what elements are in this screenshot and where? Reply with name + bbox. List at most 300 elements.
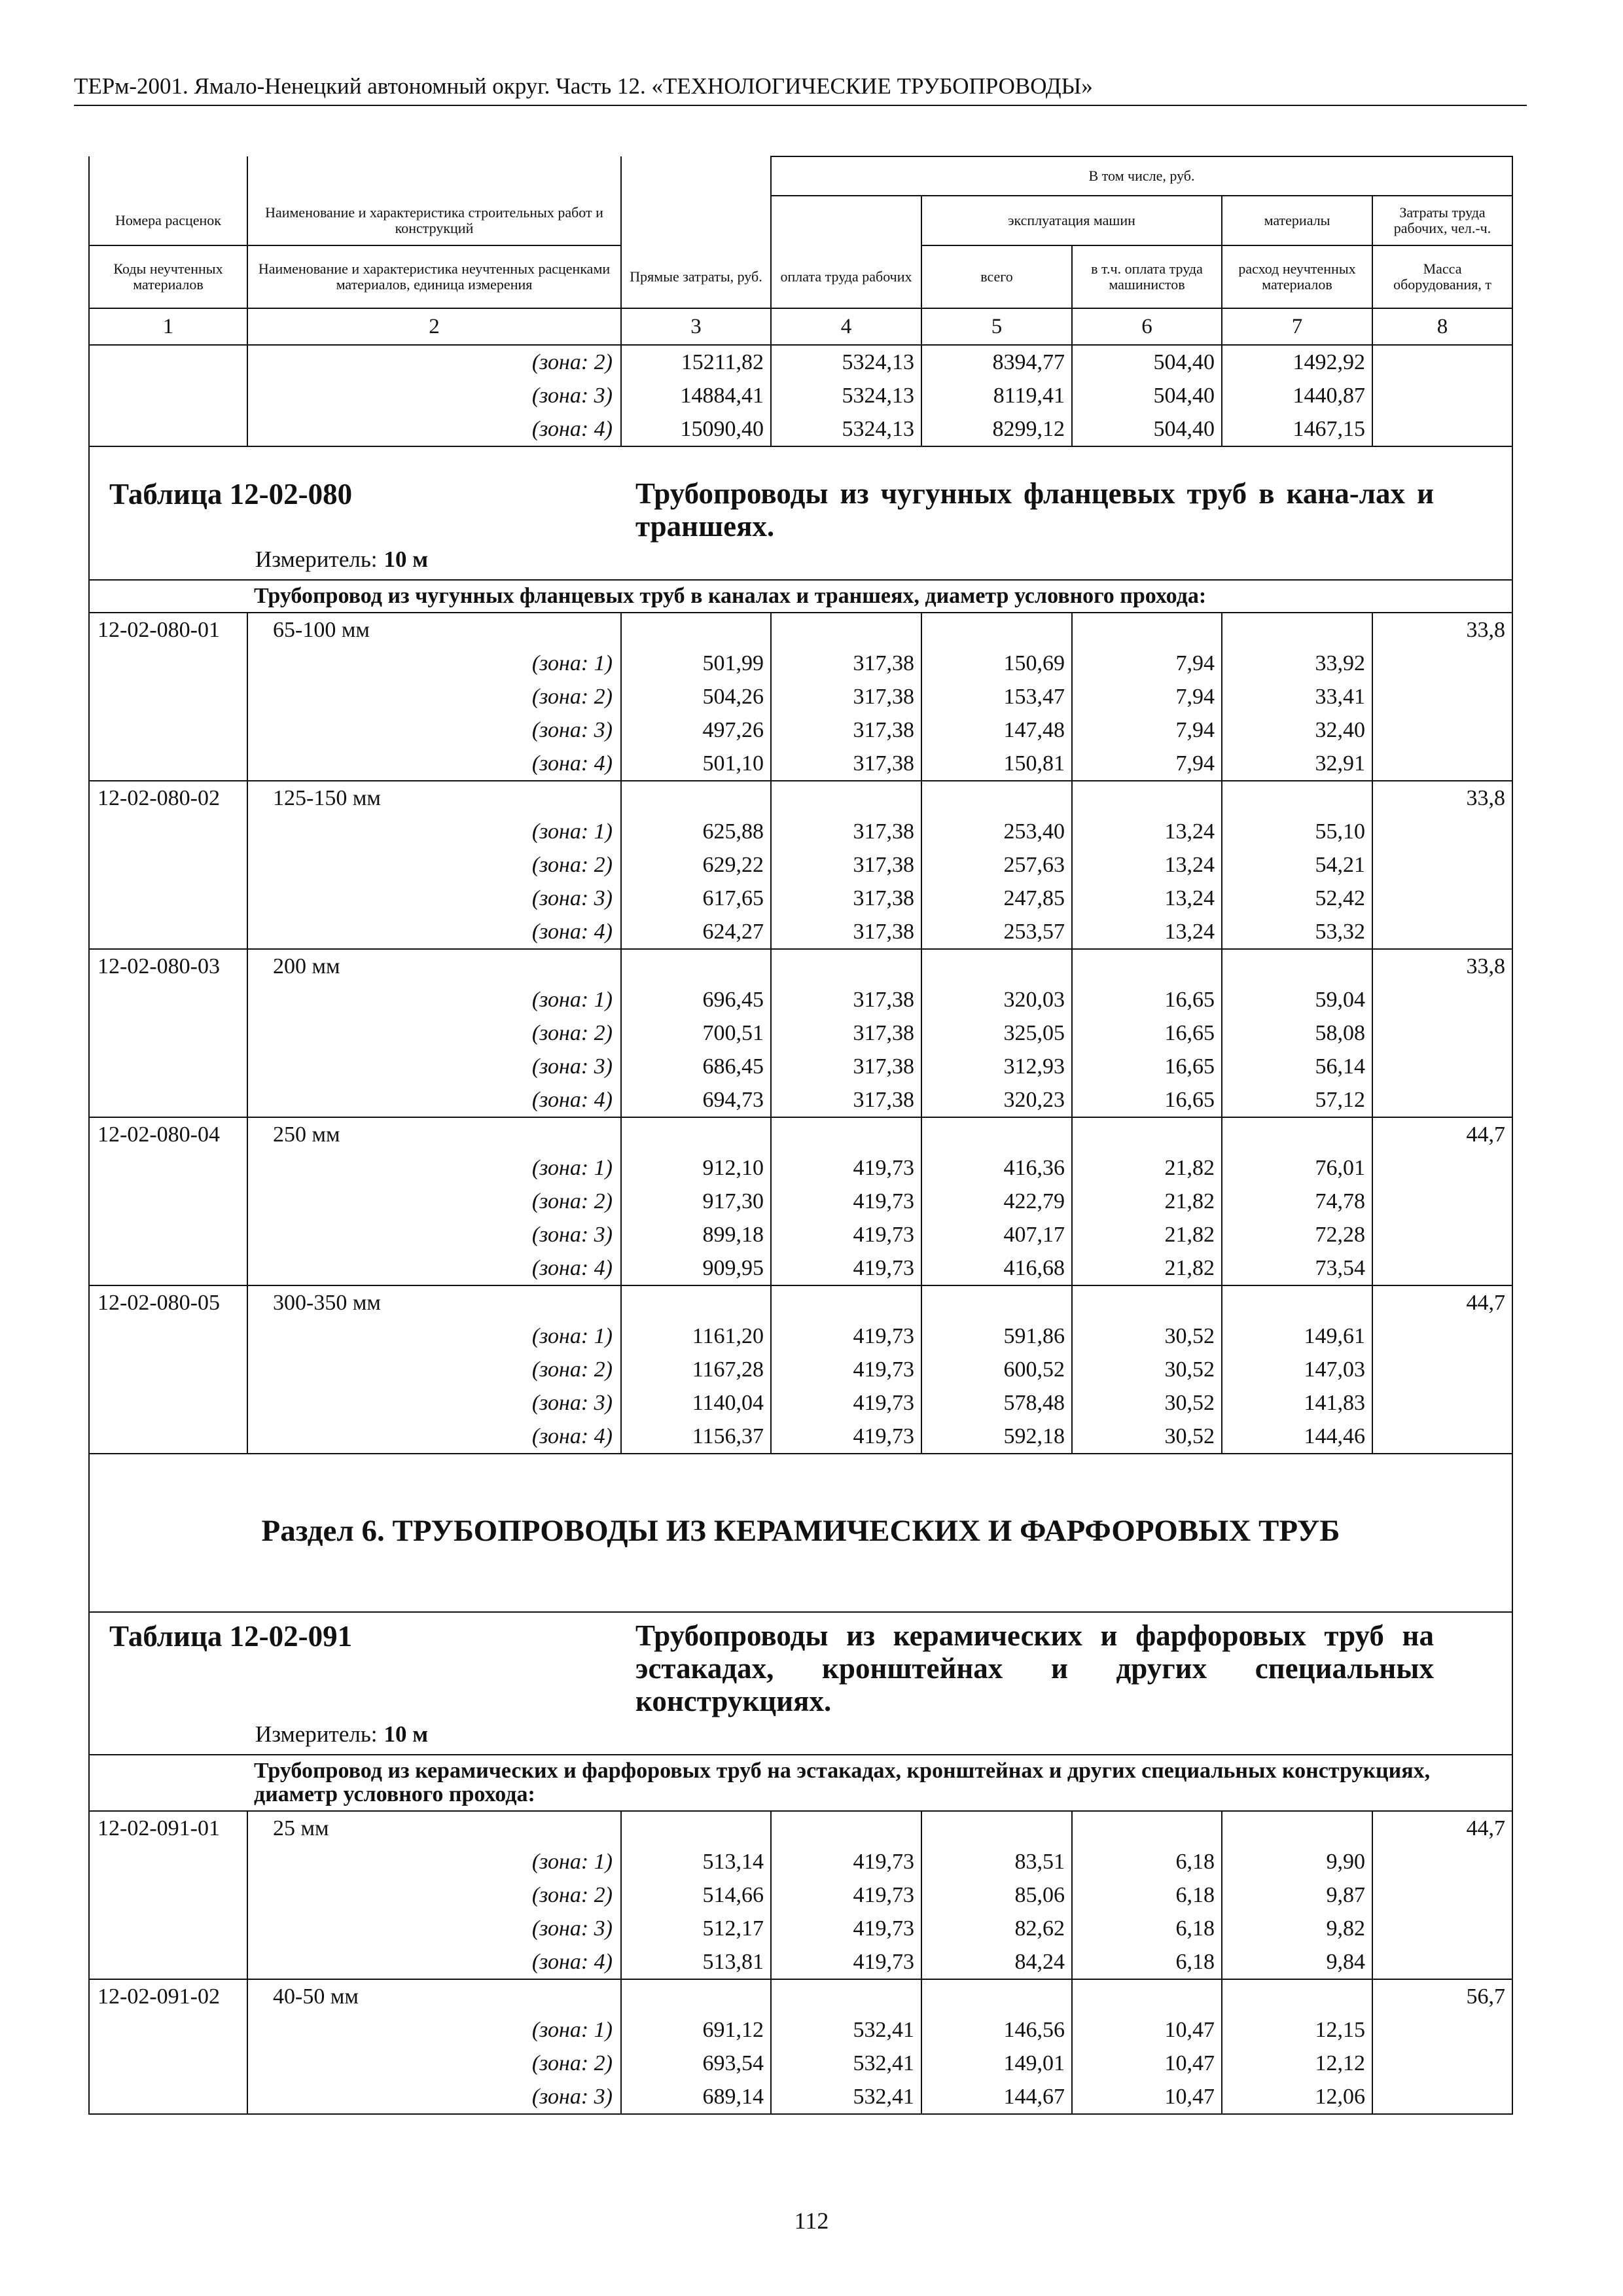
value-cell: 7,94 [1072,747,1222,781]
value-cell: 13,24 [1072,815,1222,848]
col-number: 5 [921,308,1072,345]
col-naimen-blank [247,156,621,196]
labor-value: 33,8 [1372,949,1512,983]
value-cell [621,781,771,815]
header-ekspl: эксплуатация машин [921,196,1222,245]
rate-code: 12-02-080-03 [89,949,247,983]
value-cell: 419,73 [771,1251,921,1285]
labor-cell [1372,882,1512,915]
labor-cell [1372,1845,1512,1878]
value-cell: 82,62 [921,1912,1072,1945]
value-cell: 591,86 [921,1319,1072,1353]
value-cell [771,1979,921,2013]
zone-label: (зона: 4) [247,1251,621,1285]
value-cell: 10,47 [1072,2013,1222,2047]
header-vtom: В том числе, руб. [771,156,1512,196]
value-cell: 317,38 [771,713,921,747]
rate-code-cell [89,1083,247,1117]
value-cell: 317,38 [771,983,921,1016]
value-cell: 6,18 [1072,1845,1222,1878]
table-row [89,1912,1512,1945]
rate-code-cell [89,1151,247,1185]
labor-cell [1372,1083,1512,1117]
value-cell: 578,48 [921,1386,1072,1420]
table-row [89,1251,1512,1285]
rate-code-cell [89,983,247,1016]
value-cell: 686,45 [621,1050,771,1083]
value-cell: 419,73 [771,1945,921,1979]
value-cell: 150,81 [921,747,1072,781]
value-cell: 909,95 [621,1251,771,1285]
value-cell: 422,79 [921,1185,1072,1218]
value-cell: 320,23 [921,1083,1072,1117]
table-row [89,1151,1512,1185]
zone-label: (зона: 3) [247,1218,621,1251]
value-cell: 21,82 [1072,1185,1222,1218]
section-heading [89,1454,1512,1612]
value-cell: 512,17 [621,1912,771,1945]
value-cell: 312,93 [921,1050,1072,1083]
value-cell: 504,40 [1072,345,1222,379]
labor-cell [1372,1319,1512,1353]
zone-label: (зона: 3) [247,1050,621,1083]
rate-code-cell [89,1912,247,1945]
value-cell: 30,52 [1072,1420,1222,1454]
col-number: 6 [1072,308,1222,345]
table-description-row [89,580,1512,613]
rate-code-cell [89,1319,247,1353]
rate-code-cell [89,713,247,747]
value-cell: 700,51 [621,1016,771,1050]
rate-item-row [89,613,1512,647]
header-naimen: Наименование и характеристика строительных работ и конструкций [247,196,621,245]
rate-item-row [89,1285,1512,1319]
value-cell: 30,52 [1072,1319,1222,1353]
rate-code-cell [89,1185,247,1218]
zone-label: (зона: 2) [247,848,621,882]
zone-label: (зона: 1) [247,2013,621,2047]
value-cell [921,781,1072,815]
zone-label: (зона: 2) [247,1016,621,1050]
value-cell: 497,26 [621,713,771,747]
col-number: 4 [771,308,921,345]
value-cell: 504,40 [1072,412,1222,446]
labor-cell [1372,1050,1512,1083]
zone-label: (зона: 2) [247,1185,621,1218]
diameter-label: 40-50 мм [247,1979,621,2013]
diameter-label: 65-100 мм [247,613,621,647]
table-row [89,915,1512,949]
value-cell: 317,38 [771,1083,921,1117]
measure-unit [255,547,428,573]
value-cell: 9,82 [1222,1912,1372,1945]
value-cell: 52,42 [1222,882,1372,915]
rates-table [88,156,1513,2115]
table-row [89,1083,1512,1117]
table-caption [89,446,1512,580]
value-cell [1222,949,1372,983]
value-cell: 6,18 [1072,1945,1222,1979]
rate-item-row [89,1117,1512,1151]
value-cell: 317,38 [771,747,921,781]
table-description: Трубопровод из чугунных фланцевых труб в каналах и траншеях, диаметр условного прохода: [247,580,1512,613]
table-row [89,713,1512,747]
value-cell: 14884,41 [621,379,771,412]
rate-item-row [89,781,1512,815]
rate-code-cell [89,1386,247,1420]
value-cell [921,1285,1072,1319]
value-cell: 13,24 [1072,915,1222,949]
value-cell [771,949,921,983]
labor-cell [1372,2047,1512,2080]
value-cell: 504,26 [621,680,771,713]
table-row [89,2047,1512,2080]
value-cell: 253,57 [921,915,1072,949]
value-cell: 7,94 [1072,713,1222,747]
value-cell: 9,84 [1222,1945,1372,1979]
rate-code: 12-02-091-01 [89,1811,247,1845]
labor-cell [1372,983,1512,1016]
zone-label: (зона: 1) [247,815,621,848]
value-cell: 7,94 [1072,680,1222,713]
value-cell: 32,91 [1222,747,1372,781]
header-rule [74,105,1527,106]
page-number: 112 [794,2208,829,2234]
table-label: Таблица 12-02-080 [109,478,353,511]
diameter-label: 300-350 мм [247,1285,621,1319]
section-row [89,1454,1512,1612]
value-cell: 419,73 [771,1353,921,1386]
table-row [89,379,1512,412]
table-row [89,2080,1512,2114]
value-cell [771,1811,921,1845]
header-kody: Коды неучтенных материалов [89,245,247,308]
value-cell: 32,40 [1222,713,1372,747]
labor-cell [1372,1353,1512,1386]
rate-code-cell [89,1050,247,1083]
value-cell: 1440,87 [1222,379,1372,412]
rate-code-cell [89,747,247,781]
value-cell: 76,01 [1222,1151,1372,1185]
labor-cell [1372,1016,1512,1050]
value-cell: 15090,40 [621,412,771,446]
value-cell: 917,30 [621,1185,771,1218]
value-cell [921,1979,1072,2013]
value-cell: 16,65 [1072,1083,1222,1117]
value-cell: 419,73 [771,1420,921,1454]
labor-cell [1372,747,1512,781]
value-cell [621,1285,771,1319]
rate-item-row [89,1979,1512,2013]
rate-code-cell [89,1420,247,1454]
value-cell: 149,01 [921,2047,1072,2080]
value-cell: 5324,13 [771,345,921,379]
value-cell [921,949,1072,983]
value-cell: 16,65 [1072,983,1222,1016]
value-cell: 33,92 [1222,647,1372,680]
zone-label: (зона: 4) [247,747,621,781]
labor-value: 56,7 [1372,1979,1512,2013]
labor-cell [1372,1251,1512,1285]
zone-label: (зона: 3) [247,713,621,747]
value-cell: 144,67 [921,2080,1072,2114]
zone-label: (зона: 2) [247,2047,621,2080]
rate-code-cell [89,1016,247,1050]
table-title: Трубопроводы из чугунных фланцевых труб в кана-лах и траншеях. [635,477,1434,543]
rate-code-cell [89,680,247,713]
value-cell: 141,83 [1222,1386,1372,1420]
value-cell: 10,47 [1072,2080,1222,2114]
value-cell: 54,21 [1222,848,1372,882]
rate-code-cell [89,2047,247,2080]
table-row [89,1353,1512,1386]
value-cell [1072,613,1222,647]
labor-cell [1372,1218,1512,1251]
zone-label: (зона: 4) [247,915,621,949]
table-row [89,1319,1512,1353]
value-cell: 504,40 [1072,379,1222,412]
value-cell: 12,15 [1222,2013,1372,2047]
col-oplata-blank [771,196,921,245]
value-cell: 1140,04 [621,1386,771,1420]
value-cell: 629,22 [621,848,771,882]
value-cell: 147,48 [921,713,1072,747]
header-vsego: всего [921,245,1072,308]
zone-label: (зона: 1) [247,1151,621,1185]
header-massa: Масса оборудования, т [1372,245,1512,308]
value-cell: 689,14 [621,2080,771,2114]
value-cell: 10,47 [1072,2047,1222,2080]
diameter-label: 250 мм [247,1117,621,1151]
rate-code-cell [89,2013,247,2047]
value-cell: 407,17 [921,1218,1072,1251]
value-cell: 317,38 [771,915,921,949]
col-pryamye-blank [621,156,771,196]
header-nomera: Номера расценок [89,196,247,245]
value-cell: 696,45 [621,983,771,1016]
value-cell [1072,1811,1222,1845]
labor-cell [1372,815,1512,848]
value-cell [921,1811,1072,1845]
value-cell: 21,82 [1072,1151,1222,1185]
labor-cell [1372,1945,1512,1979]
value-cell [621,1811,771,1845]
header-oplata: оплата труда рабочих [771,245,921,308]
labor-value: 33,8 [1372,781,1512,815]
value-cell: 419,73 [771,1151,921,1185]
rate-code: 12-02-080-01 [89,613,247,647]
table-description-row [89,1755,1512,1811]
diameter-label: 200 мм [247,949,621,983]
value-cell: 419,73 [771,1218,921,1251]
value-cell: 59,04 [1222,983,1372,1016]
table-row [89,2013,1512,2047]
value-cell: 5324,13 [771,379,921,412]
value-cell: 15211,82 [621,345,771,379]
value-cell: 9,90 [1222,1845,1372,1878]
labor-cell [1372,1912,1512,1945]
col-nomera-blank [89,156,247,196]
table-row [89,848,1512,882]
zone-label: (зона: 3) [247,379,621,412]
rate-code-cell [89,379,247,412]
table-label: Таблица 12-02-091 [109,1620,353,1653]
value-cell: 56,14 [1222,1050,1372,1083]
value-cell [1222,1285,1372,1319]
value-cell: 1467,15 [1222,412,1372,446]
labor-cell [1372,379,1512,412]
value-cell [921,1117,1072,1151]
value-cell: 513,14 [621,1845,771,1878]
value-cell: 8299,12 [921,412,1072,446]
zone-label: (зона: 2) [247,680,621,713]
zone-label: (зона: 4) [247,1945,621,1979]
header-naimen2: Наименование и характеристика неучтенных расценками материалов, единица измерения [247,245,621,308]
value-cell: 317,38 [771,647,921,680]
value-cell [771,1117,921,1151]
section-title: Раздел 6. ТРУБОПРОВОДЫ ИЗ КЕРАМИЧЕСКИХ И ФАРФОРОВЫХ ТРУБ [261,1514,1340,1548]
value-cell: 912,10 [621,1151,771,1185]
value-cell: 8394,77 [921,345,1072,379]
measure-value: 10 м [383,1721,429,1747]
value-cell [621,1117,771,1151]
rate-code-cell [89,1353,247,1386]
value-cell: 693,54 [621,2047,771,2080]
value-cell: 501,10 [621,747,771,781]
value-cell: 317,38 [771,882,921,915]
value-cell: 253,40 [921,815,1072,848]
table-caption [89,1612,1512,1755]
value-cell: 247,85 [921,882,1072,915]
table-caption-row [89,1612,1512,1755]
value-cell: 592,18 [921,1420,1072,1454]
value-cell: 85,06 [921,1878,1072,1912]
value-cell: 6,18 [1072,1878,1222,1912]
rate-code-cell [89,1945,247,1979]
table-row [89,1050,1512,1083]
value-cell: 1492,92 [1222,345,1372,379]
value-cell: 144,46 [1222,1420,1372,1454]
value-cell: 691,12 [621,2013,771,2047]
col-number: 8 [1372,308,1512,345]
labor-cell [1372,412,1512,446]
table-row [89,882,1512,915]
measure-label: Измеритель: [255,1721,378,1747]
header-pryamye: Прямые затраты, руб. [621,245,771,308]
rate-code-cell [89,647,247,680]
value-cell: 13,24 [1072,882,1222,915]
value-cell [1072,1285,1222,1319]
rate-code-cell [89,915,247,949]
table-row [89,815,1512,848]
rate-item-row [89,949,1512,983]
value-cell: 73,54 [1222,1251,1372,1285]
table-row [89,747,1512,781]
labor-value: 44,7 [1372,1811,1512,1845]
header-rashod: расход неучтенных материалов [1222,245,1372,308]
labor-cell [1372,345,1512,379]
labor-cell [1372,1386,1512,1420]
labor-cell [1372,2080,1512,2114]
zone-label: (зона: 4) [247,1420,621,1454]
value-cell: 84,24 [921,1945,1072,1979]
table-row [89,345,1512,379]
zone-label: (зона: 2) [247,1878,621,1912]
value-cell: 21,82 [1072,1251,1222,1285]
col-number: 2 [247,308,621,345]
value-cell [1222,1117,1372,1151]
zone-label: (зона: 1) [247,1845,621,1878]
value-cell [1072,781,1222,815]
value-cell: 600,52 [921,1353,1072,1386]
header-zatraty: Затраты труда рабочих, чел.-ч. [1372,196,1512,245]
value-cell: 150,69 [921,647,1072,680]
value-cell: 513,81 [621,1945,771,1979]
running-header: ТЕРм-2001. Ямало-Ненецкий автономный округ. Часть 12. «ТЕХНОЛОГИЧЕСКИЕ ТРУБОПРОВОДЫ» [74,73,1093,99]
value-cell: 532,41 [771,2047,921,2080]
value-cell: 419,73 [771,1386,921,1420]
value-cell: 617,65 [621,882,771,915]
value-cell: 419,73 [771,1845,921,1878]
desc-indent [89,580,247,613]
value-cell: 419,73 [771,1185,921,1218]
diameter-label: 25 мм [247,1811,621,1845]
value-cell: 16,65 [1072,1050,1222,1083]
value-cell: 72,28 [1222,1218,1372,1251]
rate-code: 12-02-091-02 [89,1979,247,2013]
zone-label: (зона: 1) [247,1319,621,1353]
zone-label: (зона: 1) [247,983,621,1016]
measure-label: Измеритель: [255,547,378,572]
value-cell [771,1285,921,1319]
value-cell [621,949,771,983]
rate-code-cell [89,345,247,379]
value-cell [771,613,921,647]
col-number: 7 [1222,308,1372,345]
value-cell: 899,18 [621,1218,771,1251]
value-cell: 419,73 [771,1319,921,1353]
value-cell: 317,38 [771,680,921,713]
labor-cell [1372,848,1512,882]
header-vtch: в т.ч. оплата труда машинистов [1072,245,1222,308]
value-cell: 317,38 [771,815,921,848]
zone-label: (зона: 3) [247,1912,621,1945]
value-cell: 58,08 [1222,1016,1372,1050]
labor-cell [1372,1420,1512,1454]
labor-cell [1372,713,1512,747]
value-cell: 5324,13 [771,412,921,446]
zone-label: (зона: 2) [247,1353,621,1386]
table-row [89,647,1512,680]
value-cell: 419,73 [771,1912,921,1945]
value-cell [1222,781,1372,815]
value-cell: 8119,41 [921,379,1072,412]
table-row [89,983,1512,1016]
rate-code: 12-02-080-04 [89,1117,247,1151]
value-cell: 419,73 [771,1878,921,1912]
rate-item-row [89,1811,1512,1845]
table-row [89,1845,1512,1878]
table-row [89,680,1512,713]
measure-value: 10 м [383,547,429,572]
zone-label: (зона: 4) [247,412,621,446]
value-cell: 147,03 [1222,1353,1372,1386]
zone-label: (зона: 1) [247,647,621,680]
table-row [89,1386,1512,1420]
table-body [89,156,1512,2114]
value-cell: 153,47 [921,680,1072,713]
table-caption-row [89,446,1512,580]
